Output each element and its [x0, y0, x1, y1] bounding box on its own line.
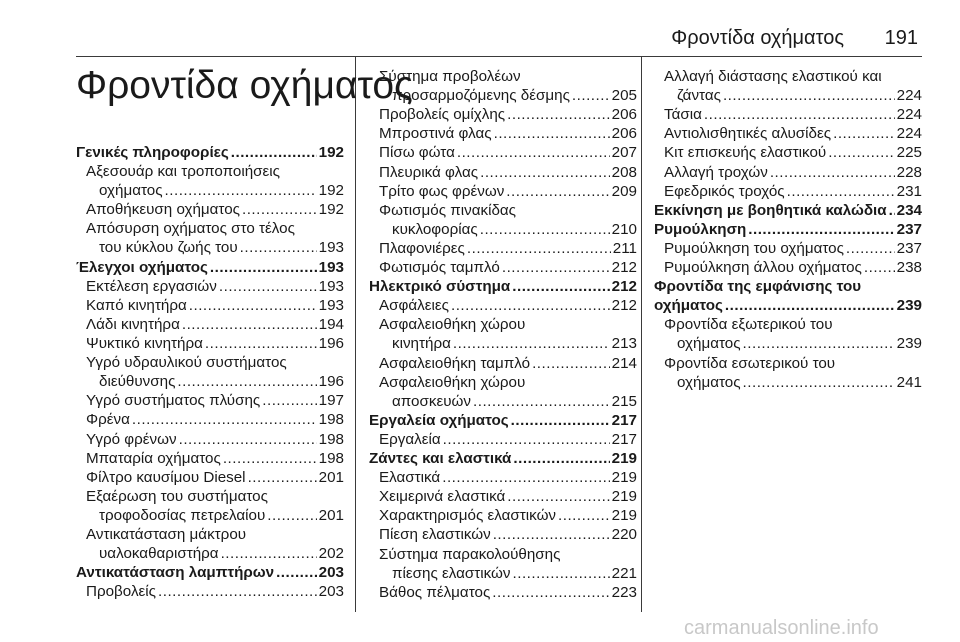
- toc-entry-label: Εφεδρικός τροχός: [664, 182, 785, 200]
- toc-entry-label: του κύκλου ζωής του: [99, 239, 238, 257]
- running-head-title: Φροντίδα οχήματος: [671, 27, 844, 49]
- toc-entry[interactable]: [654, 182, 922, 201]
- toc-page-number: 239: [896, 335, 922, 353]
- running-head: [0, 27, 960, 53]
- toc-entry-label: Βάθος πέλματος: [379, 583, 491, 601]
- column-divider-1: [355, 56, 356, 612]
- dot-leader: [513, 564, 610, 583]
- toc-entry-label: κινητήρα: [392, 335, 451, 353]
- dot-leader: [179, 430, 317, 449]
- toc-entry-label: Χαρακτηρισμός ελαστικών: [379, 507, 557, 525]
- dot-leader: [165, 181, 317, 200]
- dot-leader: [443, 430, 610, 449]
- toc-entry-label: Ψυκτικό κινητήρα: [86, 335, 203, 352]
- toc-entry-label: Υγρό συστήματος πλύσης: [86, 392, 261, 410]
- toc-entry[interactable]: [654, 105, 922, 124]
- toc-page-number: 217: [611, 411, 637, 429]
- toc-entry-label: οχήματος: [677, 373, 741, 391]
- toc-entry[interactable]: [76, 277, 344, 296]
- toc-entry-label: Απόσυρση οχήματος στο τέλος: [86, 220, 295, 238]
- toc-page-number: 224: [896, 106, 922, 124]
- dot-leader: [182, 315, 317, 334]
- toc-page-number: 193: [318, 277, 344, 295]
- dot-leader: [467, 239, 611, 258]
- toc-entry-label: προσαρμοζόμενης δέσμης: [392, 87, 570, 104]
- toc-section-entry[interactable]: [76, 258, 344, 277]
- toc-entry-label: Τρίτο φως φρένων: [379, 182, 505, 200]
- dot-leader: [572, 86, 610, 105]
- toc-entry-label: Ρυμούλκηση του οχήματος: [664, 239, 844, 257]
- toc-entry[interactable]: [369, 239, 637, 258]
- toc-entry-label: Έλεγχοι οχήματος: [76, 258, 208, 276]
- dot-leader: [221, 544, 317, 563]
- toc-page-number: 198: [318, 449, 344, 467]
- toc-entry[interactable]: [369, 354, 637, 373]
- toc-page-number: 211: [612, 239, 637, 257]
- toc-entry[interactable]: [369, 105, 637, 124]
- toc-entry-label: Υγρό υδραυλικού συστήματος: [86, 354, 287, 372]
- toc-page-number: 237: [896, 220, 922, 238]
- toc-page-number: 237: [896, 239, 922, 257]
- toc-entry[interactable]: [369, 296, 637, 315]
- dot-leader: [511, 411, 610, 430]
- dot-leader: [492, 583, 609, 602]
- toc-page-number: 207: [611, 144, 637, 162]
- toc-page-number: 203: [318, 564, 344, 582]
- toc-entry-label: Αλλαγή διάστασης ελαστικού και: [664, 68, 882, 85]
- dot-leader: [828, 143, 894, 162]
- toc-entry-label: Μπροστινά φλας: [379, 125, 492, 143]
- toc-entry[interactable]: [369, 67, 637, 105]
- dot-leader: [725, 296, 895, 315]
- toc-entry[interactable]: [369, 163, 637, 182]
- toc-entry[interactable]: [369, 201, 637, 239]
- toc-entry-label: Καπό κινητήρα: [86, 296, 187, 314]
- toc-page-number: 201: [318, 506, 344, 524]
- toc-entry[interactable]: [654, 163, 922, 182]
- toc-page-number: 231: [896, 182, 922, 200]
- dot-leader: [506, 182, 609, 201]
- dot-leader: [512, 277, 609, 296]
- toc-entry[interactable]: [76, 353, 344, 391]
- toc-section-entry[interactable]: [76, 563, 344, 582]
- dot-leader: [276, 563, 317, 582]
- dot-leader: [846, 239, 895, 258]
- dot-leader: [532, 354, 610, 373]
- toc-entry-label: Χειμερινά ελαστικά: [379, 488, 506, 506]
- dot-leader: [787, 182, 895, 201]
- toc-page-number: 219: [611, 488, 637, 506]
- toc-entry-label: Τάσια: [664, 106, 702, 124]
- toc-entry-label: Προβολείς: [86, 583, 157, 601]
- dot-leader: [267, 506, 316, 525]
- dot-leader: [723, 86, 895, 105]
- toc-entry-label: ζάντας: [677, 87, 721, 104]
- toc-entry-label: Αλλαγή τροχών: [664, 163, 768, 181]
- toc-entry[interactable]: [369, 468, 637, 487]
- toc-entry[interactable]: [369, 430, 637, 449]
- toc-page-number: 209: [611, 182, 637, 200]
- toc-entry[interactable]: [76, 468, 344, 487]
- toc-page-number: 210: [611, 220, 637, 238]
- toc-entry-label: Ζάντες και ελαστικά: [369, 450, 512, 467]
- dot-leader: [748, 220, 894, 239]
- toc-entry[interactable]: [76, 525, 344, 563]
- toc-entry[interactable]: [369, 124, 637, 143]
- toc-page-number: 206: [611, 125, 637, 143]
- dot-leader: [210, 258, 317, 277]
- toc-page-number: 212: [611, 297, 637, 315]
- toc-page-number: 221: [611, 564, 637, 582]
- toc-section-entry[interactable]: [369, 277, 637, 296]
- toc-entry-label: οχήματος: [654, 297, 723, 315]
- dot-leader: [493, 525, 610, 544]
- dot-leader: [219, 277, 317, 296]
- dot-leader: [833, 124, 895, 143]
- dot-leader: [451, 296, 610, 315]
- toc-entry-label: Φωτισμός ταμπλό: [379, 259, 500, 276]
- dot-leader: [513, 449, 609, 468]
- toc-page-number: 215: [611, 392, 637, 410]
- toc-entry[interactable]: [76, 219, 344, 257]
- toc-entry-label: διεύθυνσης: [99, 373, 176, 391]
- toc-page-number: 196: [318, 335, 344, 352]
- toc-page-number: 225: [896, 144, 922, 162]
- toc-page-number: 223: [611, 583, 637, 601]
- toc-page-number: 193: [318, 258, 344, 276]
- dot-leader: [177, 372, 316, 391]
- toc-entry-label: Ρυμούλκηση άλλου οχήματος: [664, 259, 862, 276]
- toc-entry[interactable]: [76, 334, 344, 353]
- toc-section-entry[interactable]: [654, 201, 922, 220]
- toc-entry-label: Πίεση ελαστικών: [379, 526, 491, 544]
- toc-entry[interactable]: [654, 258, 922, 277]
- toc-page-number: 202: [318, 545, 344, 562]
- dot-leader: [704, 105, 895, 124]
- toc-entry[interactable]: [369, 315, 637, 353]
- toc-entry[interactable]: [654, 124, 922, 143]
- dot-leader: [507, 487, 609, 506]
- toc-section-entry[interactable]: [654, 277, 922, 315]
- dot-leader: [480, 163, 610, 182]
- toc-entry-label: Ασφαλειοθήκη χώρου: [379, 373, 526, 391]
- toc-entry[interactable]: [369, 182, 637, 201]
- toc-page-number: 220: [611, 526, 637, 544]
- toc-page-number: 198: [318, 411, 344, 429]
- dot-leader: [158, 582, 317, 601]
- toc-page-number: 219: [611, 450, 637, 467]
- toc-page-number: 239: [896, 297, 922, 315]
- dot-leader: [453, 334, 610, 353]
- toc-entry-label: Φροντίδα εσωτερικού του: [664, 354, 836, 372]
- toc-page-number: 234: [896, 201, 922, 219]
- toc-entry-label: οχήματος: [677, 335, 741, 353]
- toc-entry-label: κυκλοφορίας: [392, 220, 478, 238]
- dot-leader: [507, 105, 610, 124]
- toc-entry-label: Εκτέλεση εργασιών: [86, 277, 217, 295]
- toc-entry-label: Ασφαλειοθήκη χώρου: [379, 316, 526, 334]
- toc-page-number: 214: [611, 354, 637, 372]
- header-rule: [76, 56, 922, 57]
- dot-leader: [889, 201, 895, 220]
- toc-page-number: 228: [896, 163, 922, 181]
- dot-leader: [864, 258, 895, 277]
- toc-entry-label: Γενικές πληροφορίες: [76, 144, 229, 161]
- toc-entry-label: Υγρό φρένων: [86, 430, 177, 448]
- toc-entry-label: υαλοκαθαριστήρα: [99, 545, 219, 562]
- toc-entry[interactable]: [369, 487, 637, 506]
- dot-leader: [223, 449, 317, 468]
- toc-page-number: 217: [611, 430, 637, 448]
- dot-leader: [743, 334, 895, 353]
- toc-entry-label: Ελαστικά: [379, 469, 441, 487]
- toc-page-number: 212: [611, 278, 637, 296]
- toc-entry[interactable]: [76, 200, 344, 219]
- toc-entry[interactable]: [76, 449, 344, 468]
- toc-page-number: 208: [611, 163, 637, 181]
- toc-entry[interactable]: [654, 315, 922, 353]
- toc-entry-label: Φωτισμός πινακίδας: [379, 201, 516, 219]
- toc-entry-label: Εξαέρωση του συστήματος: [86, 487, 268, 505]
- toc-entry[interactable]: [369, 545, 637, 583]
- toc-entry[interactable]: [369, 583, 637, 602]
- toc-page-number: 198: [318, 430, 344, 448]
- dot-leader: [231, 143, 317, 162]
- dot-leader: [205, 334, 317, 353]
- dot-leader: [480, 220, 610, 239]
- toc-entry-label: τροφοδοσίας πετρελαίου: [99, 506, 266, 524]
- toc-page-number: 206: [611, 106, 637, 124]
- toc-entry-label: Φίλτρο καυσίμου Diesel: [86, 468, 246, 486]
- toc-entry[interactable]: [76, 410, 344, 429]
- toc-page-number: 197: [318, 392, 344, 410]
- toc-page-number: 205: [611, 87, 637, 104]
- toc-entry-label: Λάδι κινητήρα: [86, 315, 180, 333]
- toc-entry[interactable]: [76, 487, 344, 525]
- toc-page-number: 238: [896, 259, 922, 276]
- dot-leader: [558, 506, 610, 525]
- toc-entry-label: Αξεσουάρ και τροποποιήσεις: [86, 163, 280, 181]
- toc-entry[interactable]: [654, 239, 922, 258]
- toc-page-number: 219: [611, 507, 637, 525]
- toc-entry[interactable]: [369, 506, 637, 525]
- toc-section-entry[interactable]: [369, 411, 637, 430]
- column-divider-2: [641, 56, 642, 612]
- toc-page-number: 203: [318, 583, 344, 601]
- toc-page-number: 194: [318, 315, 344, 333]
- toc-entry[interactable]: [76, 315, 344, 334]
- toc-entry-label: Σύστημα παρακολούθησης: [379, 545, 561, 563]
- toc-entry-label: Ασφάλειες: [379, 297, 449, 315]
- dot-leader: [473, 392, 610, 411]
- dot-leader: [494, 124, 610, 143]
- toc-page-number: 224: [896, 87, 922, 104]
- dot-leader: [743, 373, 895, 392]
- toc-entry-label: Κιτ επισκευής ελαστικού: [664, 144, 827, 162]
- dot-leader: [240, 238, 317, 257]
- toc-page-number: 213: [611, 335, 637, 353]
- toc-entry-label: Ασφαλειοθήκη ταμπλό: [379, 354, 531, 372]
- dot-leader: [457, 143, 610, 162]
- toc-entry-label: Ρυμούλκηση: [654, 220, 747, 238]
- toc-page-number: 201: [318, 468, 344, 486]
- toc-page-number: 192: [318, 182, 344, 200]
- toc-entry-label: Μπαταρία οχήματος: [86, 449, 221, 467]
- toc-entry-label: Αποθήκευση οχήματος: [86, 201, 240, 219]
- toc-entry-label: Φροντίδα εξωτερικού του: [664, 316, 833, 334]
- toc-entry[interactable]: [76, 430, 344, 449]
- toc-entry[interactable]: [369, 373, 637, 411]
- toc-page-number: 192: [318, 201, 344, 219]
- toc-entry[interactable]: [76, 296, 344, 315]
- toc-entry-label: Αντιολισθητικές αλυσίδες: [664, 125, 832, 143]
- dot-leader: [242, 200, 317, 219]
- toc-page-number: 219: [611, 469, 637, 487]
- toc-page-number: 224: [896, 125, 922, 143]
- toc-entry[interactable]: [654, 67, 922, 105]
- toc-section-entry[interactable]: [76, 143, 344, 162]
- toc-entry-label: Προβολείς ομίχλης: [379, 106, 506, 124]
- toc-section-entry[interactable]: [654, 220, 922, 239]
- toc-entry-label: αποσκευών: [392, 392, 471, 410]
- toc-entry-label: Πλευρικά φλας: [379, 163, 479, 181]
- toc-page-number: 193: [318, 296, 344, 314]
- toc-page-number: 196: [318, 373, 344, 391]
- dot-leader: [502, 258, 610, 277]
- toc-entry-label: Εκκίνηση με βοηθητικά καλώδια: [654, 201, 887, 219]
- toc-entry[interactable]: [76, 582, 344, 601]
- toc-page-number: 241: [896, 373, 922, 391]
- toc-entry[interactable]: [654, 354, 922, 392]
- toc-section-entry[interactable]: [369, 449, 637, 468]
- toc-entry[interactable]: [369, 143, 637, 162]
- dot-leader: [132, 410, 317, 429]
- toc-entry-label: Πλαφονιέρες: [379, 239, 465, 257]
- toc-entry-label: πίεσης ελαστικών: [392, 564, 511, 582]
- toc-entry[interactable]: [76, 391, 344, 410]
- toc-entry[interactable]: [369, 258, 637, 277]
- toc-entry-label: Αντικατάσταση μάκτρου: [86, 526, 247, 543]
- dot-leader: [442, 468, 609, 487]
- toc-entry[interactable]: [76, 162, 344, 200]
- toc-entry-label: Αντικατάσταση λαμπτήρων: [76, 564, 275, 582]
- toc-entry[interactable]: [654, 143, 922, 162]
- dot-leader: [189, 296, 317, 315]
- toc-entry-label: Εργαλεία οχήματος: [369, 411, 509, 429]
- toc-entry-label: Φρένα: [86, 411, 130, 429]
- toc-entry-label: Ηλεκτρικό σύστημα: [369, 278, 511, 296]
- toc-entry-label: Πίσω φώτα: [379, 144, 455, 162]
- toc-entry-label: Εργαλεία: [379, 430, 441, 448]
- toc-entry[interactable]: [369, 525, 637, 544]
- page-number: 191: [884, 27, 918, 49]
- dot-leader: [770, 163, 895, 182]
- toc-entry-label: οχήματος: [99, 182, 163, 200]
- toc-page-number: 192: [318, 144, 344, 161]
- dot-leader: [262, 391, 316, 410]
- watermark: carmanualsonline.info: [684, 617, 879, 639]
- chapter-title: Φροντίδα οχήματος: [76, 64, 413, 107]
- dot-leader: [248, 468, 317, 487]
- toc-page-number: 212: [611, 259, 637, 276]
- toc-page-number: 193: [318, 239, 344, 257]
- toc-entry-label: Σύστημα προβολέων: [379, 68, 521, 85]
- toc-entry-label: Φροντίδα της εμφάνισης του: [654, 278, 862, 296]
